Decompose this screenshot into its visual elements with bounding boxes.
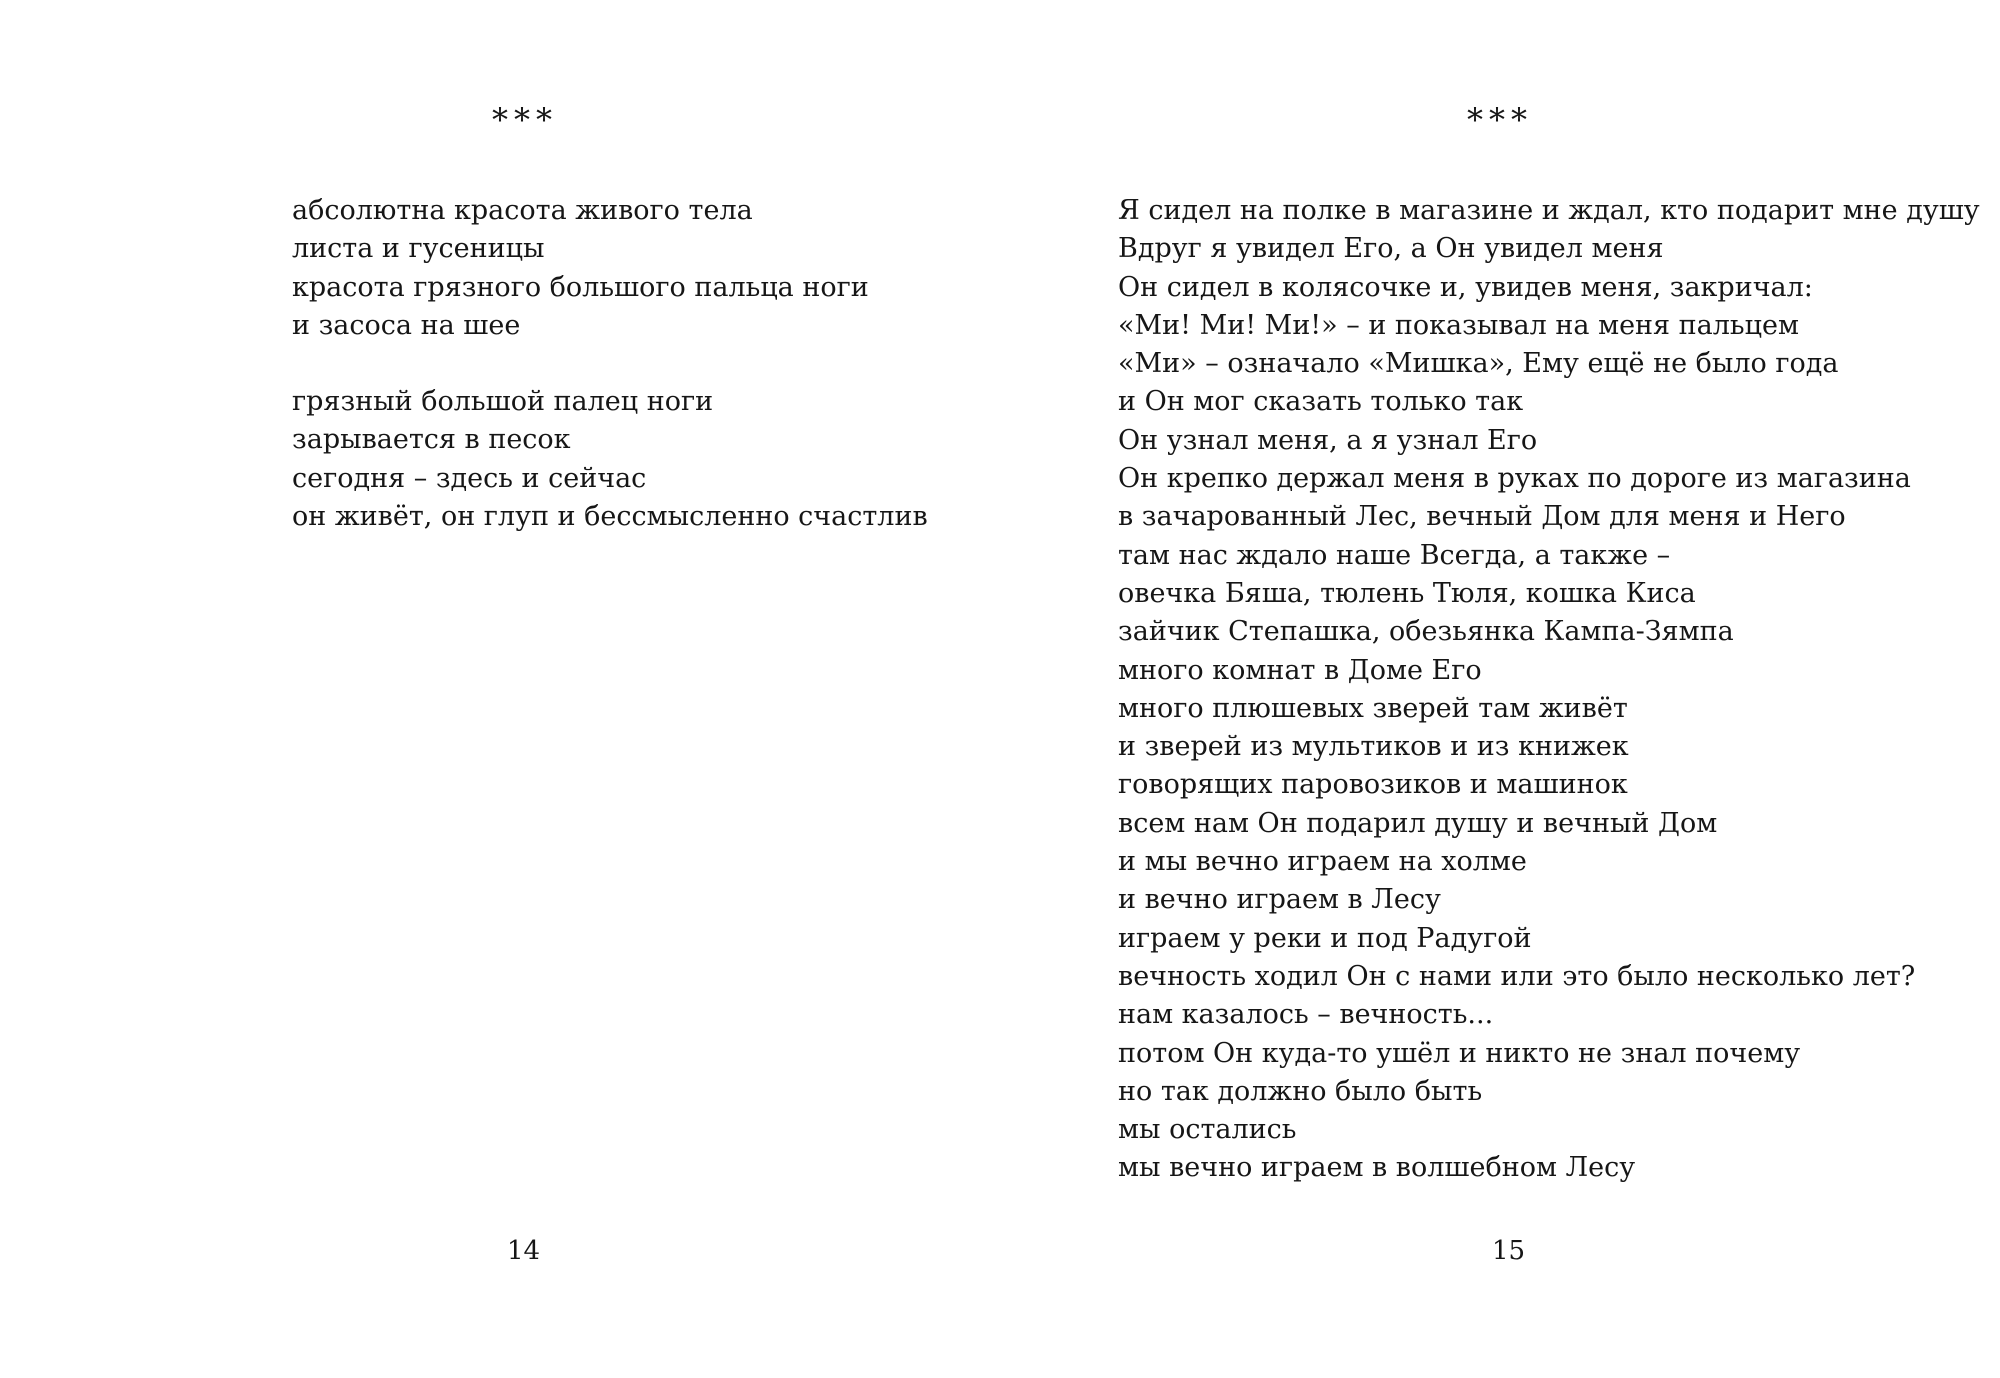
poem-line: «Ми! Ми! Ми!» – и показывал на меня пальцем	[1118, 309, 1799, 341]
poem-line: сегодня – здесь и сейчас	[292, 462, 647, 494]
poem-line: и зверей из мультиков и из книжек	[1118, 731, 1629, 763]
poem-line: вечность ходил Он с нами или это было несколько лет?	[1118, 960, 1916, 992]
poem-line: и вечно играем в Лесу	[1118, 884, 1441, 916]
section-separator: ***	[1467, 101, 1533, 139]
poem-line: там нас ждало наше Всегда, а также –	[1118, 539, 1671, 571]
page-number: 15	[1492, 1236, 1526, 1266]
section-separator: ***	[492, 101, 558, 139]
poem-left	[292, 192, 928, 536]
stanza	[292, 383, 928, 536]
poem-line: играем у реки и под Радугой	[1118, 922, 1532, 954]
poem-line: мы остались	[1118, 1114, 1297, 1146]
poem-line: овечка Бяша, тюлень Тюля, кошка Киса	[1118, 577, 1696, 609]
poem-line: всем нам Он подарил душу и вечный Дом	[1118, 807, 1718, 839]
stanza	[292, 192, 928, 345]
poem-line: «Ми» – означало «Мишка», Ему ещё не было года	[1118, 348, 1839, 380]
poem-line: Я сидел на полке в магазине и ждал, кто подарит мне душу	[1118, 195, 1980, 226]
poem-line: мы вечно играем в волшебном Лесу	[1118, 1152, 1636, 1184]
poem-line: он живёт, он глуп и бессмысленно счастлив	[292, 501, 928, 533]
poem-line: Он узнал меня, а я узнал Его	[1118, 424, 1538, 456]
right-page	[1000, 0, 2000, 1378]
poem-line: и засоса на шее	[292, 309, 521, 341]
poem-line: грязный большой палец ноги	[292, 386, 714, 418]
poem-line: листа и гусеницы	[292, 233, 545, 265]
poem-line: говорящих паровозиков и машинок	[1118, 769, 1628, 801]
poem-line: Вдруг я увидел Его, а Он увидел меня	[1118, 233, 1664, 265]
poem-right	[1118, 192, 1980, 1188]
poem-line: зайчик Степашка, обезьянка Кампа-Зямпа	[1118, 616, 1734, 648]
poem-line: нам казалось – вечность...	[1118, 999, 1494, 1031]
poem-line: потом Он куда-то ушёл и никто не знал почему	[1118, 1037, 1801, 1069]
poem-line: в зачарованный Лес, вечный Дом для меня и Него	[1118, 501, 1846, 533]
poem-line: красота грязного большого пальца ноги	[292, 271, 869, 303]
page-number: 14	[507, 1236, 541, 1266]
poem-line: но так должно было быть	[1118, 1075, 1483, 1107]
poem-line: зарывается в песок	[292, 424, 571, 456]
poem-line: много комнат в Доме Его	[1118, 654, 1482, 686]
poem-line: Он крепко держал меня в руках по дороге из магазина	[1118, 463, 1911, 495]
poem-line: и мы вечно играем на холме	[1118, 846, 1527, 878]
poem-line: Он сидел в колясочке и, увидев меня, закричал:	[1118, 271, 1813, 303]
poem-line: и Он мог сказать только так	[1118, 386, 1524, 418]
poem-line: много плюшевых зверей там живёт	[1118, 692, 1628, 724]
poem-line: абсолютна красота живого тела	[292, 195, 753, 226]
